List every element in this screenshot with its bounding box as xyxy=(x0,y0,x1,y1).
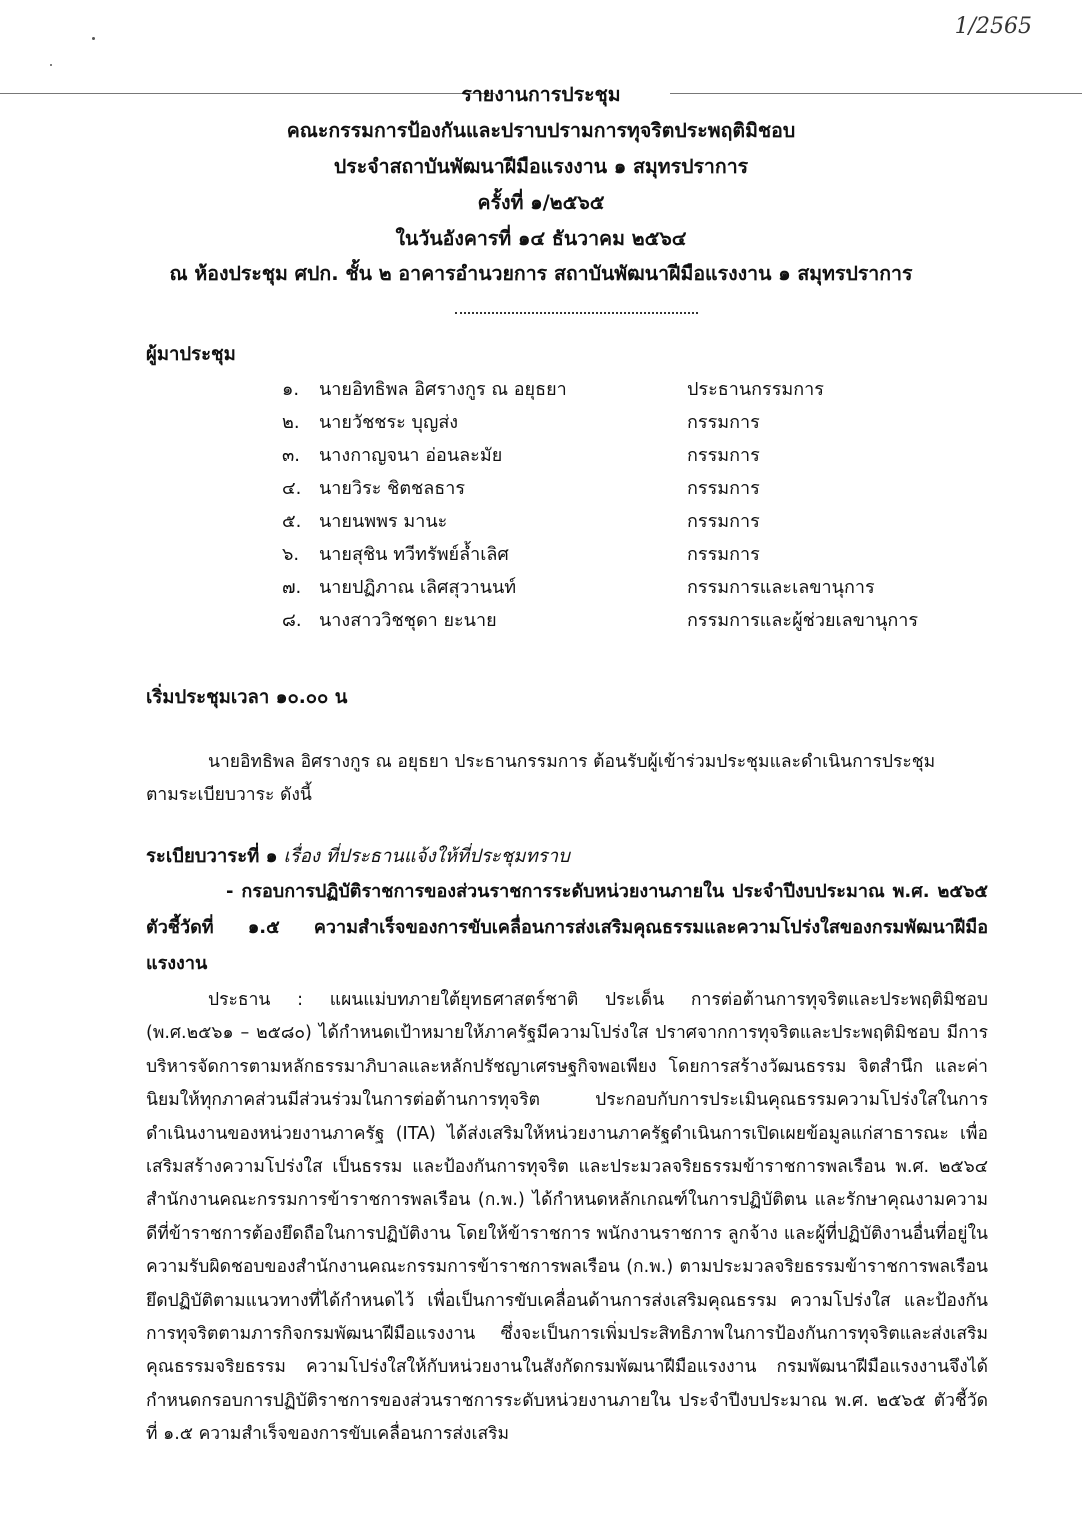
attendee-name: นายสุชิน ทวีทรัพย์ล้ำเลิศ xyxy=(319,544,509,565)
attendee-role: กรรมการและผู้ช่วยเลขานุการ xyxy=(687,610,919,631)
attendee-number: ๗. xyxy=(282,577,302,598)
meeting-date: ในวันอังคารที่ ๑๔ ธันวาคม ๒๕๖๔ xyxy=(395,227,687,250)
attendee-number: ๖. xyxy=(282,544,300,565)
start-time: เริ่มประชุมเวลา ๑๐.๐๐ น xyxy=(146,687,348,708)
attendees-label: ผู้มาประชุม xyxy=(146,344,236,365)
attendee-row xyxy=(282,506,942,536)
attendee-row xyxy=(282,572,942,602)
attendee-number: ๓. xyxy=(282,445,301,466)
attendee-role: กรรมการ xyxy=(687,478,760,499)
attendee-name: นางกาญจนา อ่อนละมัย xyxy=(319,445,503,466)
attendee-number: ๘. xyxy=(282,610,302,631)
agenda-heading xyxy=(146,842,570,871)
scan-speck xyxy=(92,37,95,40)
attendee-row xyxy=(282,374,942,404)
attendee-row xyxy=(282,407,942,437)
document-title: รายงานการประชุม xyxy=(461,83,621,106)
handwritten-page-note: 1/2565 xyxy=(954,14,1032,39)
agenda-subtitle: - กรอบการปฏิบัติราชการของส่วนราชการระดับหน่วยงานภายใน ประจำปีงบประมาณ พ.ศ. ๒๕๖๕ ตัวชี้วัดที่ ๑.๕ ความสำเร็จของการขับเคลื่อนการส่งเสริมคุณธรรมและความโปร่งใสของกรมพัฒนาฝีมือแรงงาน xyxy=(146,881,988,974)
opening-paragraph: นายอิทธิพล อิศรางกูร ณ อยุธยา ประธานกรรมการ ต้อนรับผู้เข้าร่วมประชุมและดำเนินการประชุม xyxy=(208,752,936,772)
agenda-body-text: ประธาน : แผนแม่บทภายใต้ยุทธศาสตร์ชาติ ประเด็น การต่อต้านการทุจริตและประพฤติมิชอบ (พ.ศ.๒๕๖๑ – ๒๕๘๐) ได้กำหนดเป้าหมายให้ภาครัฐมีความโปร่งใส ปราศจากการทุจริตและประพฤติมิชอบ มีการบริหารจัดการตามหลักธรรมาภิบาลและหลักปรัชญาเศรษฐกิจพอเพียง โดยการสร้างวัฒนธรรม จิตสำนึก และค่านิยมให้ทุกภาคส่วนมีส่วนร่วมในการต่อต้านการทุจริต ประกอบกับการประเมินคุณธรรมความโปร่งใสในการดำเนินงานของหน่วยงานภาครัฐ (ITA) ได้ส่งเสริมให้หน่วยงานภาครัฐดำเนินการเปิดเผยข้อมูลแก่สาธารณะ เพื่อเสริมสร้างความโปร่งใส เป็นธรรม และป้องกันการทุจริต และประมวลจริยธรรมข้าราชการพลเรือน พ.ศ. ๒๕๖๔ สำนักงานคณะกรรมการข้าราชการพลเรือน (ก.พ.) ได้กำหนดหลักเกณฑ์ในการปฏิบัติตน และรักษาคุณงามความดีที่ข้าราชการต้องยึดถือในการปฏิบัติงาน โดยให้ข้าราชการ พนักงานราชการ ลูกจ้าง และผู้ที่ปฏิบัติงานอื่นที่อยู่ในความรับผิดชอบของสำนักงานคณะกรรมการข้าราชการพลเรือน (ก.พ.) ตามประมวลจริยธรรมข้าราชการพลเรือนยึดปฏิบัติตามแนวทางที่ได้กำหนดไว้ เพื่อเป็นการขับเคลื่อนด้านการส่งเสริมคุณธรรม ความโปร่งใส และป้องกันการทุจริตตามภารกิจกรมพัฒนาฝีมือแรงงาน ซึ่งจะเป็นการเพิ่มประสิทธิภาพในการป้องกันการทุจริตและส่งเสริมคุณธรรมจริยธรรม ความโปร่งใสให้กับหน่วยงานในสังกัดกรมพัฒนาฝีมือแรงงาน กรมพัฒนาฝีมือแรงงานจึงได้กำหนดกรอบการปฏิบัติราชการของส่วนราชการระดับหน่วยงานภายใน ประจำปีงบประมาณ พ.ศ. ๒๕๖๕ ตัวชี้วัดที่ ๑.๕ ความสำเร็จของการขับเคลื่อนการส่งเสริม xyxy=(146,990,988,1445)
attendee-role: กรรมการ xyxy=(687,544,760,565)
attendee-name: นายวิระ ชิตชลธาร xyxy=(319,478,466,499)
agenda-topic: เรื่อง ที่ประธานแจ้งให้ที่ประชุมทราบ xyxy=(283,846,570,867)
attendee-row xyxy=(282,605,942,635)
attendee-row xyxy=(282,539,942,569)
attendee-role: กรรมการ xyxy=(687,412,760,433)
agenda-number: ระเบียบวาระที่ ๑ xyxy=(146,846,278,867)
session-number: ครั้งที่ ๑/๒๕๖๕ xyxy=(477,191,605,214)
attendee-role: กรรมการ xyxy=(687,511,760,532)
attendee-role: ประธานกรรมการ xyxy=(687,379,824,400)
attendee-name: นายนพพร มานะ xyxy=(319,511,448,532)
attendee-number: ๒. xyxy=(282,412,300,433)
attendee-role: กรรมการและเลขานุการ xyxy=(687,577,875,598)
attendee-name: นางสาววิชชุดา ยะนาย xyxy=(319,610,497,631)
committee-name: คณะกรรมการป้องกันและปราบปรามการทุจริตประพฤติมิชอบ xyxy=(286,119,796,142)
attendee-role: กรรมการ xyxy=(687,445,760,466)
scan-speck xyxy=(50,64,52,66)
attendee-name: นายอิทธิพล อิศรางกูร ณ อยุธยา xyxy=(319,379,567,400)
dotted-separator xyxy=(455,312,698,314)
attendee-row xyxy=(282,440,942,470)
attendee-number: ๑. xyxy=(282,379,300,400)
meeting-venue: ณ ห้องประชุม ศปก. ชั้น ๒ อาคารอำนวยการ สถาบันพัฒนาฝีมือแรงงาน ๑ สมุทรปราการ xyxy=(169,262,913,285)
attendee-number: ๕. xyxy=(282,511,302,532)
attendee-number: ๔. xyxy=(282,478,302,499)
attendee-name: นายปฏิภาณ เลิศสุวานนท์ xyxy=(319,577,517,598)
opening-paragraph-cont: ตามระเบียบวาระ ดังนี้ xyxy=(146,785,312,805)
attendee-row xyxy=(282,473,942,503)
attendee-name: นายวัชชระ บุญส่ง xyxy=(319,412,459,433)
institute-name: ประจำสถาบันพัฒนาฝีมือแรงงาน ๑ สมุทรปราการ xyxy=(333,155,749,178)
